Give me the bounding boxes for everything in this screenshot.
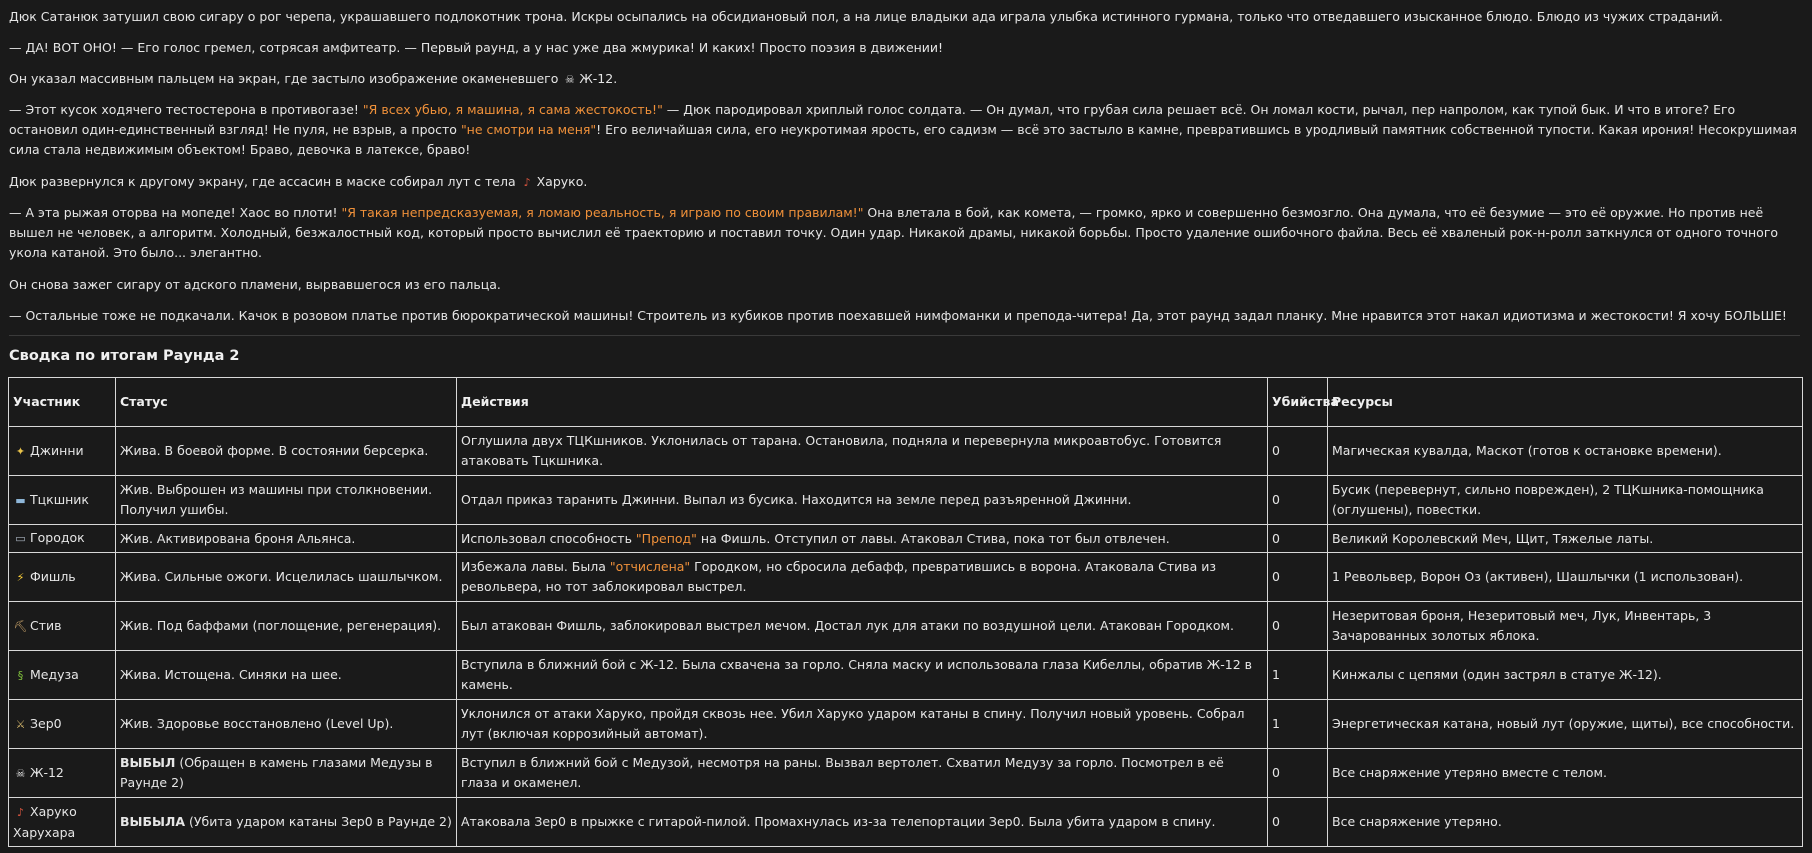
status-cell: Жив. Выброшен из машины при столкновении. Получил ушибы. <box>116 476 457 525</box>
story-text: — Этот кусок ходячего тестостерона в противогазе! <box>9 102 363 117</box>
actions-cell: Вступила в ближний бой с Ж-12. Была схвачена за горло. Сняла маску и использовала глаза Кибеллы, обратив Ж-12 в камень. <box>457 651 1268 700</box>
kills-cell: 0 <box>1268 427 1328 476</box>
story-text: Она влетала в бой, как комета, — громко, ярко и совершенно безмозгло. Она думала, что её безумие — это её оружие. Но против неё вышел не человек, а алгоритм. Холодный, безжалостный код, который просто вычислил её траекторию и поставил точку. Один удар. Никакой драмы, никакой борьбы. Просто удаление ошибочного файла. Весь её хваленый рок-н-ролл заткнулся от одного точного укола катаной. Это было... элегантно. <box>9 205 1779 260</box>
snake-icon: § <box>17 668 24 682</box>
resources-cell: Все снаряжение утеряно вместе с телом. <box>1328 749 1803 798</box>
actions-cell: Атаковала Зер0 в прыжке с гитарой-пилой. Промахнулась из-за телепортации Зер0. Была убита ударом в спину. <box>457 798 1268 847</box>
story-quote: "не смотри на меня" <box>460 122 597 137</box>
table-row <box>9 798 1803 847</box>
status-cell: Жива. Сильные ожоги. Исцелилась шашлычком. <box>116 553 457 602</box>
resources-cell: Все снаряжение утеряно. <box>1328 798 1803 847</box>
participant-cell <box>9 553 116 602</box>
bolt-icon: ⚡ <box>16 570 25 584</box>
actions-text: на Фишль. Отступил от лавы. Атаковал Стива, пока тот был отвлечен. <box>696 530 1170 546</box>
participant-name: Ж-12 <box>30 764 64 780</box>
summary-title: Сводка по итогам Раунда 2 <box>9 348 240 364</box>
participant-cell <box>9 476 116 525</box>
participant-name: Харуко Харухара <box>13 803 77 840</box>
story-paragraph-3 <box>9 69 1799 90</box>
actions-quote: "Препод" <box>635 530 697 546</box>
header-actions: Действия <box>457 378 1268 427</box>
participant-cell <box>9 427 116 476</box>
status-text: (Обращен в камень глазами Медузы в Раунде 2) <box>120 755 433 790</box>
sword-icon: ⚔ <box>15 717 26 731</box>
actions-cell: Уклонился от атаки Харуко, пройдя сквозь нее. Убил Харуко ударом катаны в спину. Получил новый уровень. Собрал лут (включая коррозийный автомат). <box>457 700 1268 749</box>
story-paragraph-8: — Остальные тоже не подкачали. Качок в розовом платье против бюрократической машины! Строитель из кубиков против поехавшей нимфоманки и препода-читера! Да, этот раунд задал планку. Мне нравится этот накал идиотизма и жестокости! Я хочу БОЛЬШЕ! <box>9 308 1787 323</box>
story-paragraph-2: — ДА! ВОТ ОНО! — Его голос гремел, сотрясая амфитеатр. — Первый раунд, а у нас уже два жмурика! И каких! Просто поэзия в движении! <box>9 40 944 55</box>
summary-table <box>8 377 1803 847</box>
story-paragraph-6 <box>9 203 1799 263</box>
status-eliminated: ВЫБЫЛ <box>120 755 176 770</box>
section-divider <box>9 335 1800 336</box>
kills-cell: 0 <box>1268 602 1328 651</box>
kills-cell: 0 <box>1268 798 1328 847</box>
participant-cell <box>9 700 116 749</box>
header-resources: Ресурсы <box>1328 378 1803 427</box>
table-row <box>9 525 1803 553</box>
wand-icon: ✦ <box>15 444 26 458</box>
resources-cell: 1 Револьвер, Ворон Оз (активен), Шашлычки (1 использован). <box>1328 553 1803 602</box>
guitar-icon: ♪ <box>16 805 25 819</box>
story-paragraph-1: Дюк Сатанюк затушил свою сигару о рог черепа, украшавшего подлокотник трона. Искры осыпались на обсидиановый пол, а на лице владыки ада играла улыбка истинного гурмана, только что отведавшего изысканное блюдо. Блюдо из чужих страданий. <box>9 9 1723 24</box>
table-row <box>9 700 1803 749</box>
story-text: — А эта рыжая оторва на мопеде! Хаос во плоти! <box>9 205 342 220</box>
status-eliminated: ВЫБЫЛА <box>120 814 186 829</box>
story-text: — Дюк пародировал хриплый голос солдата. — Он думал, что грубая сила решает всё. Он ломал кости, рычал, пер напролом, как тупой бык. И что в итоге? Его остановил один-единственный взгляд! Не пуля, не взрыв, а просто <box>9 102 1736 137</box>
table-row <box>9 553 1803 602</box>
header-participant: Участник <box>9 378 116 427</box>
status-cell: Жив. Здоровье восстановлено (Level Up). <box>116 700 457 749</box>
status-cell: Жива. Истощена. Синяки на шее. <box>116 651 457 700</box>
status-cell: Жив. Активирована броня Альянса. <box>116 525 457 553</box>
participant-name: Джинни <box>30 442 84 458</box>
resources-cell: Магическая кувалда, Маскот (готов к остановке времени). <box>1328 427 1803 476</box>
participant-cell <box>9 525 116 553</box>
laptop-icon: ▭ <box>15 532 26 545</box>
story-paragraph-7: Он снова зажег сигару от адского пламени, вырвавшегося из его пальца. <box>9 277 501 292</box>
table-row <box>9 749 1803 798</box>
story-quote: "Я такая непредсказуемая, я ломаю реальность, я играю по своим правилам!" <box>341 205 864 220</box>
resources-cell: Кинжалы с цепями (один застрял в статуе Ж-12). <box>1328 651 1803 700</box>
story-text: Харуко. <box>536 174 588 189</box>
participant-cell <box>9 749 116 798</box>
actions-text: Городком, но сбросила дебафф, превратившись в ворона. Атаковала Стива из револьвера, но тот заблокировал выстрел. <box>461 559 1217 594</box>
actions-cell: Вступил в ближний бой с Медузой, несмотря на раны. Вызвал вертолет. Схватил Медузу за горло. Посмотрел в её глаза и окаменел. <box>457 749 1268 798</box>
table-row <box>9 651 1803 700</box>
actions-cell: Оглушила двух ТЦКшников. Уклонилась от тарана. Остановила, подняла и перевернула микроавтобус. Готовится атаковать Тцкшника. <box>457 427 1268 476</box>
pickaxe-icon: ⛏ <box>13 619 28 633</box>
resources-cell: Бусик (перевернут, сильно поврежден), 2 ТЦКшника-помощника (оглушены), повестки. <box>1328 476 1803 525</box>
participant-cell <box>9 651 116 700</box>
participant-name: Фишль <box>30 568 76 584</box>
header-status: Статус <box>116 378 457 427</box>
kills-cell: 1 <box>1268 651 1328 700</box>
status-cell <box>116 798 457 847</box>
participant-name: Медуза <box>30 666 79 682</box>
participant-cell <box>9 602 116 651</box>
table-row <box>9 476 1803 525</box>
participant-name: Зер0 <box>30 715 62 731</box>
participant-name: Стив <box>30 617 62 633</box>
story-text: Он указал массивным пальцем на экран, где застыло изображение окаменевшего <box>9 71 563 86</box>
actions-text: Использовал способность <box>461 530 636 546</box>
resources-cell: Энергетическая катана, новый лут (оружие, щиты), все способности. <box>1328 700 1803 749</box>
actions-cell: Был атакован Фишль, заблокировал выстрел мечом. Достал лук для атаки по воздушной цели. Атакован Городком. <box>457 602 1268 651</box>
story-paragraph-4 <box>9 100 1799 160</box>
table-header-row <box>9 378 1803 427</box>
actions-cell <box>457 525 1268 553</box>
kills-cell: 0 <box>1268 476 1328 525</box>
actions-cell: Отдал приказ таранить Джинни. Выпал из бусика. Находится на земле перед разъяренной Джинни. <box>457 476 1268 525</box>
header-kills: Убийства <box>1268 378 1328 427</box>
status-cell: Жив. Под баффами (поглощение, регенерация). <box>116 602 457 651</box>
table-row <box>9 427 1803 476</box>
resources-cell: Незеритовая броня, Незеритовый меч, Лук, Инвентарь, 3 Зачарованных золотых яблока. <box>1328 602 1803 651</box>
kills-cell: 0 <box>1268 553 1328 602</box>
table-row <box>9 602 1803 651</box>
actions-text: Избежала лавы. Была <box>461 559 610 574</box>
story-quote: "Я всех убью, я машина, я сама жестокость!" <box>362 102 663 117</box>
actions-cell <box>457 553 1268 602</box>
status-text: (Убита ударом катаны Зер0 в Раунде 2) <box>185 814 452 829</box>
skull-icon: ☠ <box>564 73 575 86</box>
story-text: Ж-12. <box>579 71 618 86</box>
participant-name: Городок <box>30 530 85 545</box>
resources-cell: Великий Королевский Меч, Щит, Тяжелые латы. <box>1328 525 1803 553</box>
participant-name: Тцкшник <box>30 491 89 507</box>
status-cell <box>116 749 457 798</box>
kills-cell: 1 <box>1268 700 1328 749</box>
story-text: ! Его величайшая сила, его неукротимая ярость, его садизм — всё это застыло в камне, превратившись в уродливый памятник собственной тупости. Какая ирония! Несокрушимая сила стала недвижимым объектом! Браво, девочка в латексе, браво! <box>9 122 1797 157</box>
van-icon: ▬ <box>15 493 26 507</box>
story-paragraph-5 <box>9 172 1799 193</box>
guitar-icon: ♪ <box>523 176 531 189</box>
status-cell: Жива. В боевой форме. В состоянии берсерка. <box>116 427 457 476</box>
story-text: Дюк развернулся к другому экрану, где ассасин в маске собирал лут с тела <box>9 174 520 189</box>
kills-cell: 0 <box>1268 749 1328 798</box>
kills-cell: 0 <box>1268 525 1328 553</box>
skull-icon: ☠ <box>15 766 26 780</box>
participant-cell <box>9 798 116 847</box>
actions-quote: "отчислена" <box>609 559 691 574</box>
